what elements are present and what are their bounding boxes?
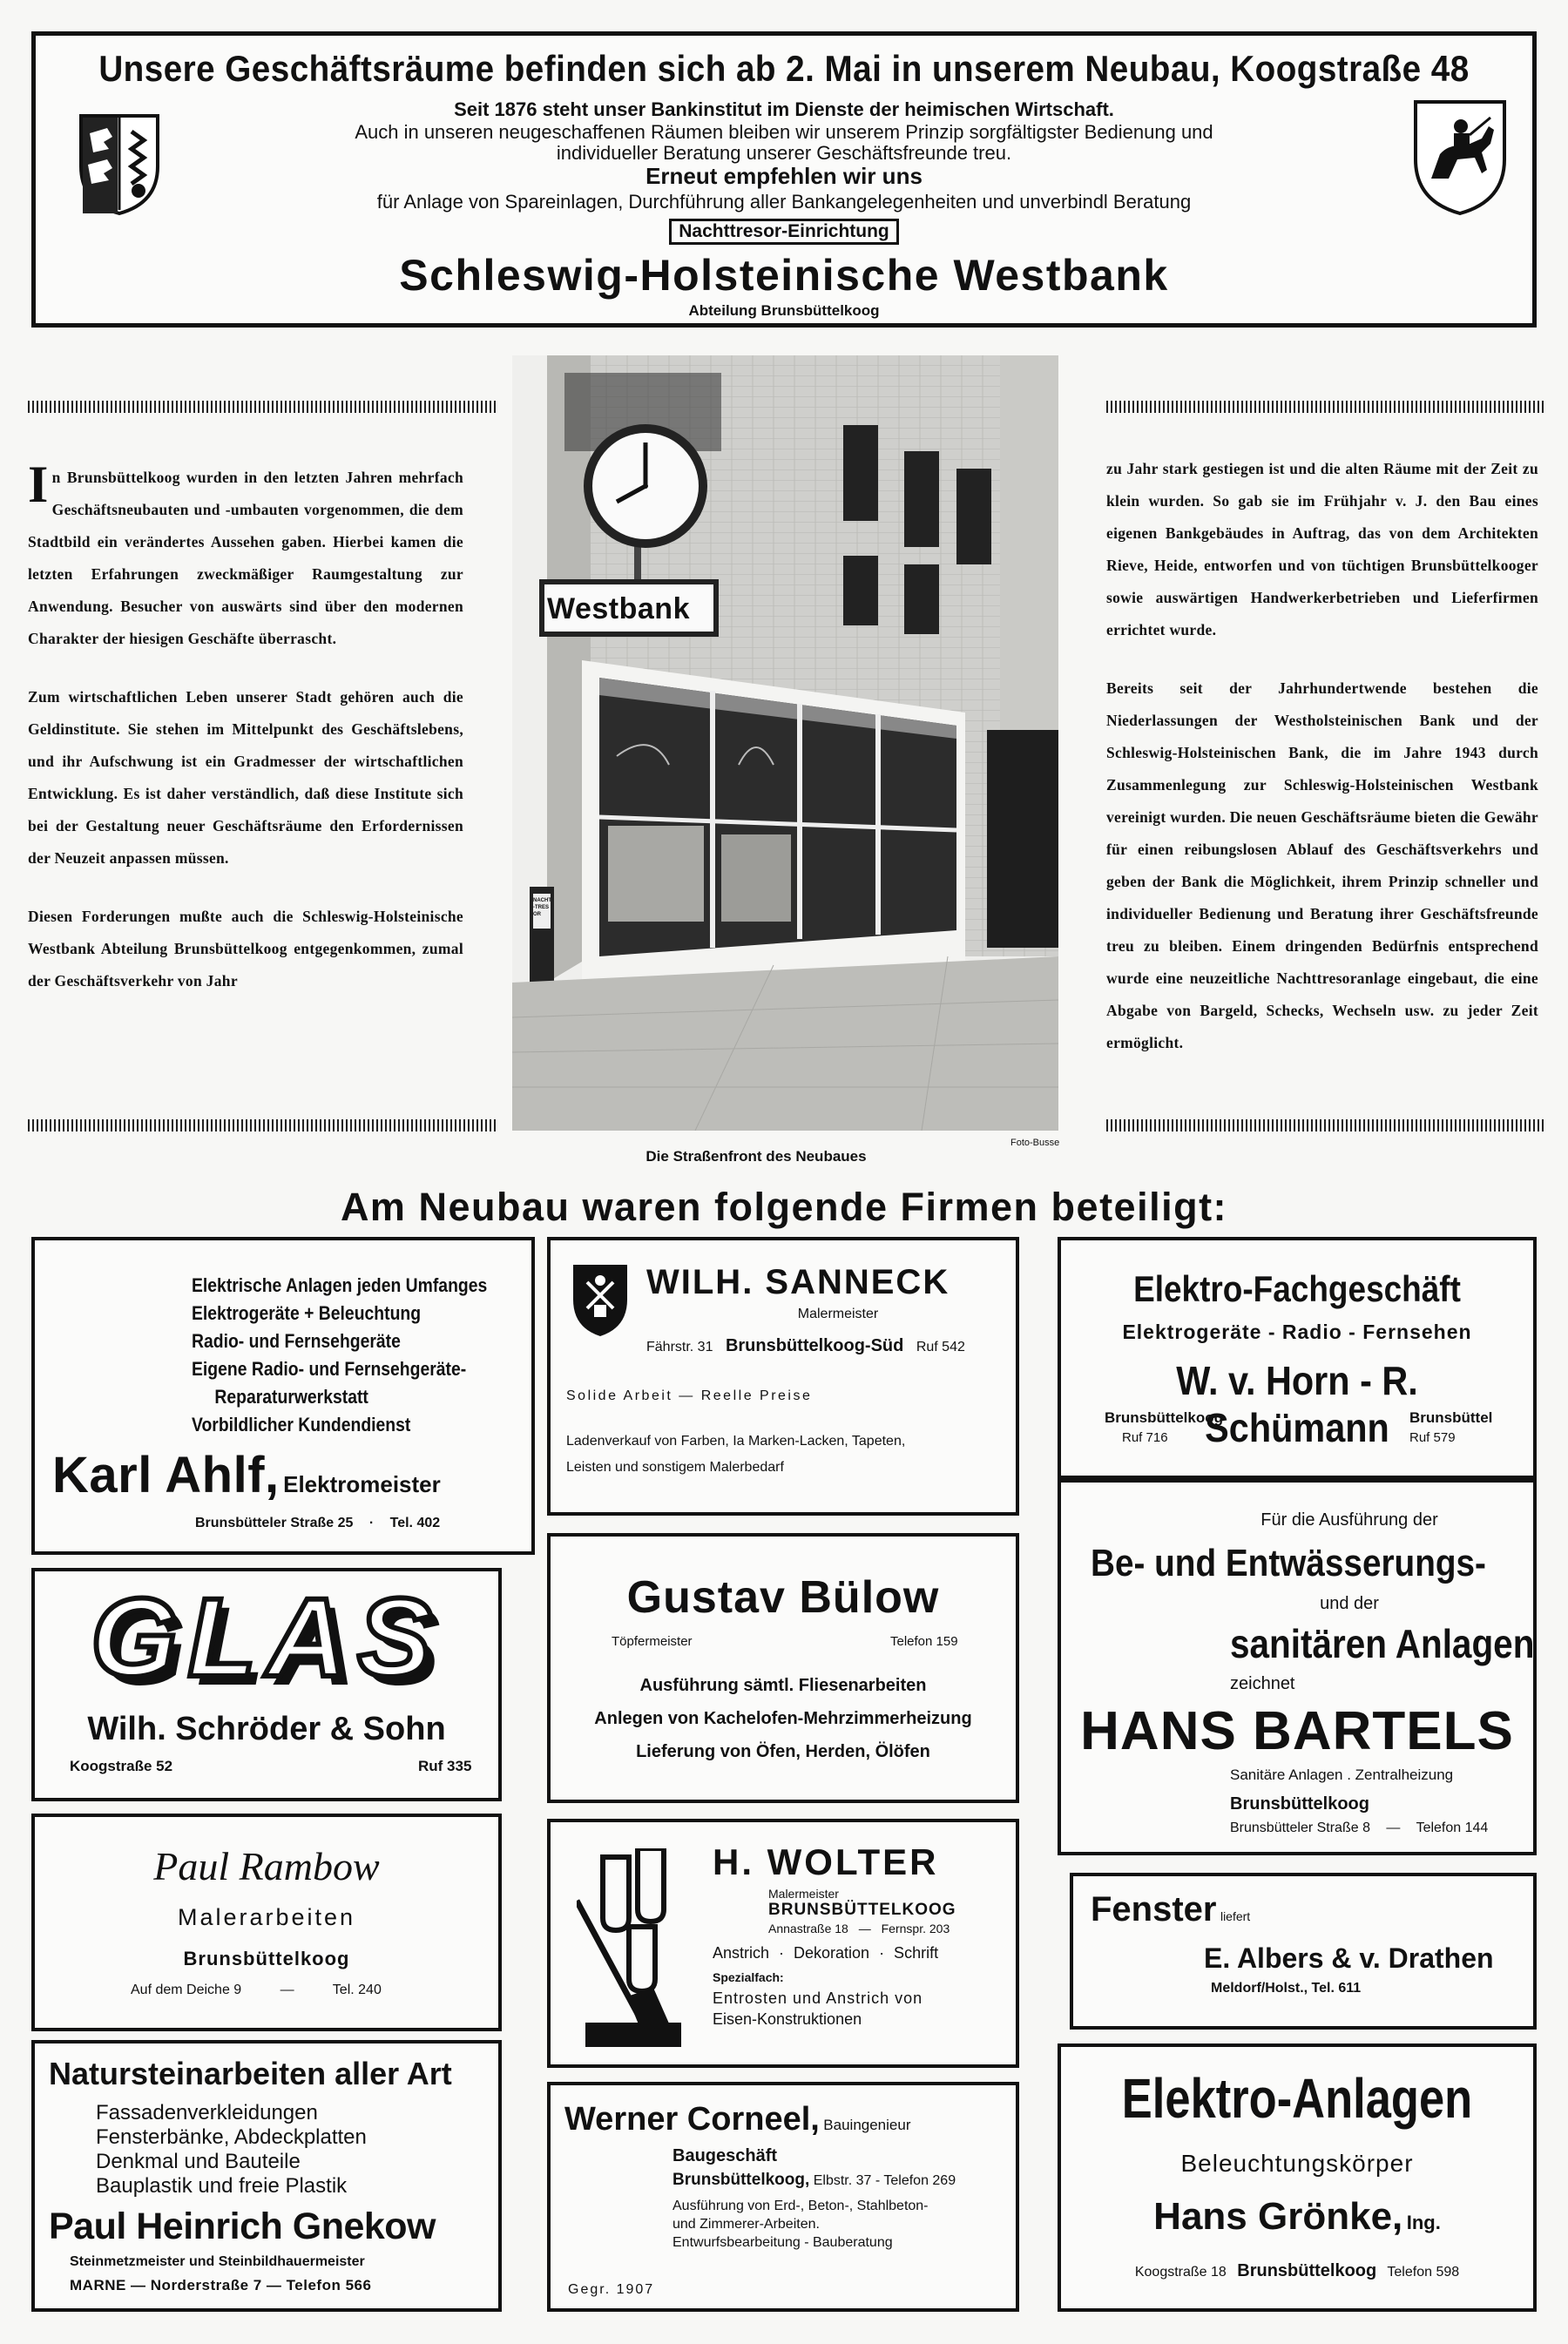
- section-title: Am Neubau waren folgende Firmen beteiligt:: [340, 1185, 1228, 1229]
- article-paragraph-1: In Brunsbüttelkoog wurden in den letzten Jahren mehrfach Geschäftsneubauten und -umbauten vorgenommen, die dem Stadtbild ein verändertes Aussehen gaben. Hierbei kamen die letzten Erfahrungen zweckmäßiger Raumgestaltung zur Anwendung. Besucher von auswärts sind über den modernen Charakter der hiesigen Geschäfte überrascht.: [28, 456, 463, 647]
- buelow-line-1: Ausführung sämtl. Fliesenarbeiten: [639, 1676, 927, 1695]
- wolter-name: H. WOLTER: [713, 1841, 939, 1882]
- groenke-phone: Telefon 598: [1387, 2265, 1460, 2280]
- horn-title: Elektro-Fachgeschäft: [1133, 1268, 1461, 1309]
- albers-small: liefert: [1220, 1909, 1251, 1923]
- hatch-rule-right-top: [1106, 401, 1546, 413]
- westbank-line1: Seit 1876 steht unser Bankinstitut im Dienste der heimischen Wirtschaft.: [454, 98, 1114, 120]
- corneel-title: Bauingenieur: [823, 2117, 911, 2133]
- ahlf-name: Karl Ahlf,: [52, 1447, 280, 1503]
- corneel-line-1: Ausführung von Erd-, Beton-, Stahlbeton-: [672, 2199, 929, 2213]
- gnekow-name: Paul Heinrich Gnekow: [49, 2206, 436, 2247]
- gnekow-line-4: Bauplastik und freie Plastik: [96, 2174, 348, 2198]
- ad-karl-ahlf: [31, 1237, 535, 1555]
- horn-city-2: Brunsbüttel: [1409, 1409, 1493, 1426]
- groenke-street: Koogstraße 18: [1134, 2265, 1227, 2280]
- hatch-rule-left-top: [28, 401, 498, 413]
- gnekow-title: Natursteinarbeiten aller Art: [49, 2056, 452, 2091]
- article-paragraph-4: zu Jahr stark gestiegen ist und die alten Räume mit der Zeit zu klein wurden. So gab sie im Frühjahr v. J. den Bau eines eigenen Bankgebäudes in Auftrag, das von dem Architekten Rieve, Heide, entworfen und von tüchtigen Brunsbüttelkooger sowie auswärtigen Handwerkerbetrieben und Lieferfirmen errichtet wurde.: [1106, 460, 1538, 638]
- buelow-name: Gustav Bülow: [626, 1572, 940, 1623]
- coat-of-arms-horse-icon: [1412, 98, 1508, 217]
- glas-big-letters: GLAS: [91, 1576, 443, 1700]
- albers-name: E. Albers & v. Drathen: [1204, 1942, 1494, 1974]
- bartels-line-4: sanitären Anlagen: [1230, 1621, 1535, 1666]
- corneel-addr: Elbstr. 37 - Telefon 269: [813, 2173, 956, 2188]
- wolter-special-1: Entrosten und Anstrich von: [713, 1989, 923, 2007]
- sanneck-street: Fährstr. 31: [646, 1340, 713, 1354]
- westbank-line3: individueller Beratung unserer Geschäftsfreunde treu.: [556, 142, 1012, 164]
- ad-albers-drathen: [1070, 1873, 1537, 2030]
- groenke-title: Elektro-Anlagen: [1121, 2067, 1473, 2130]
- ahlf-line-4: Eigene Radio- und Fernsehgeräte-: [192, 1358, 467, 1380]
- sanneck-desc-2: Leisten und sonstigem Malerbedarf: [566, 1460, 784, 1475]
- ad-paul-rambow: [31, 1814, 502, 2031]
- painter-brush-glasses-icon: [577, 1848, 690, 2049]
- rambow-street: Auf dem Deiche 9: [131, 1983, 242, 1997]
- bartels-phone: Telefon 144: [1416, 1820, 1489, 1835]
- hatch-rule-right-bottom: [1106, 1119, 1546, 1131]
- westbank-headline: Unsere Geschäftsräume befinden sich ab 2. Mai in unserem Neubau, Koogstraße 48: [98, 48, 1470, 89]
- groenke-name: Hans Grönke,: [1153, 2195, 1403, 2238]
- bank-department: Abteilung Brunsbüttelkoog: [688, 302, 880, 319]
- horn-ruf-2: Ruf 579: [1409, 1430, 1456, 1445]
- ad-glas-schroeder: [31, 1568, 502, 1801]
- bartels-line-1: Für die Ausführung der: [1260, 1510, 1438, 1530]
- bartels-name: HANS BARTELS: [1080, 1701, 1514, 1761]
- photo-credit: Foto-Busse: [1010, 1138, 1060, 1148]
- ad-werner-corneel: [547, 2082, 1019, 2312]
- wolter-street: Annastraße 18: [768, 1922, 848, 1935]
- gnekow-line-2: Fensterbänke, Abdeckplatten: [96, 2125, 367, 2149]
- article-paragraph-2: Zum wirtschaftlichen Leben unserer Stadt gehören auch die Geldinstitute. Sie stehen im Mittelpunkt des Geschäftslebens, und ihr Aufschwung ist ein Gradmesser der wirtschaftlichen Entwicklung. Es ist daher verständlich, daß diese Institute sich bei der Gestaltung neuer Geschäftsräume den Erfordernissen der Neuzeit anpassen müssen.: [28, 688, 463, 867]
- sanneck-city: Brunsbüttelkoog-Süd: [725, 1336, 904, 1355]
- ad-paul-heinrich-gnekow: [31, 2040, 502, 2312]
- albers-city: Meldorf/Holst., Tel. 611: [1211, 1981, 1362, 1996]
- ahlf-line-6: Vorbildlicher Kundendienst: [192, 1414, 411, 1435]
- ahlf-address: Brunsbütteler Straße 25: [195, 1516, 354, 1530]
- corneel-trade: Baugeschäft: [672, 2146, 778, 2165]
- wolter-phone: Fernspr. 203: [881, 1922, 950, 1935]
- bartels-dash: —: [1386, 1820, 1401, 1835]
- ahlf-title: Elektromeister: [283, 1471, 441, 1497]
- ahlf-line-5: Reparaturwerkstatt: [214, 1386, 368, 1408]
- horn-sub: Elektrogeräte - Radio - Fernsehen: [1122, 1321, 1472, 1343]
- sanneck-trade: Malermeister: [797, 1307, 879, 1321]
- rambow-name: Paul Rambow: [153, 1844, 380, 1888]
- groenke-city: Brunsbüttelkoog: [1237, 2261, 1377, 2280]
- article-paragraph-3: Diesen Forderungen mußte auch die Schleswig-Holsteinische Westbank Abteilung Brunsbüttelkoog entgegenkommen, zumal der Geschäftsverkehr von Jahr: [28, 908, 463, 990]
- corneel-since: Gegr. 1907: [568, 2282, 655, 2297]
- ahlf-line-2: Elektrogeräte + Beleuchtung: [192, 1302, 422, 1324]
- bartels-line-2: Be- und Entwässerungs-: [1091, 1542, 1486, 1584]
- ad-hans-bartels: [1058, 1479, 1537, 1855]
- albers-word: Fenster: [1091, 1890, 1217, 1929]
- painter-shield-icon: [570, 1261, 631, 1338]
- drop-cap-I: I: [28, 456, 49, 513]
- corneel-name: Werner Corneel,: [564, 2101, 820, 2138]
- groenke-suffix: Ing.: [1406, 2212, 1441, 2233]
- glas-phone: Ruf 335: [418, 1758, 472, 1774]
- ad-wilh-sanneck: [547, 1237, 1019, 1516]
- photo-nachttresor-label: NACHT-TRESOR: [533, 898, 551, 917]
- rambow-trade: Malerarbeiten: [177, 1904, 356, 1930]
- gnekow-addr: MARNE — Norderstraße 7 — Telefon 566: [70, 2277, 372, 2293]
- wolter-services: Anstrich · Dekoration · Schrift: [713, 1944, 939, 1962]
- bartels-street: Brunsbütteler Straße 8: [1230, 1820, 1370, 1835]
- rambow-city: Brunsbüttelkoog: [183, 1948, 350, 1969]
- coat-of-arms-left-icon: [78, 112, 161, 217]
- buelow-trade: Töpfermeister: [612, 1634, 693, 1649]
- hatch-rule-left-bottom: [28, 1119, 498, 1131]
- bartels-line-3: und der: [1320, 1594, 1379, 1613]
- gnekow-sub: Steinmetzmeister und Steinbildhauermeister: [70, 2254, 365, 2269]
- horn-names: W. v. Horn - R. Schümann: [1176, 1358, 1418, 1450]
- wolter-trade: Malermeister: [768, 1887, 839, 1901]
- glas-street: Koogstraße 52: [70, 1758, 173, 1774]
- sanneck-motto: Solide Arbeit — Reelle Preise: [566, 1388, 813, 1403]
- ad-gustav-buelow: [547, 1533, 1019, 1803]
- rambow-dash: —: [280, 1983, 294, 1997]
- wolter-city: BRUNSBÜTTELKOOG: [768, 1901, 956, 1919]
- sanneck-name: WILH. SANNECK: [646, 1263, 950, 1301]
- ahlf-line-1: Elektrische Anlagen jeden Umfanges: [192, 1274, 488, 1296]
- corneel-city: Brunsbüttelkoog,: [672, 2171, 810, 2189]
- wolter-dash: —: [858, 1922, 871, 1935]
- wolter-special: Spezialfach:: [713, 1970, 784, 1984]
- wolter-special-2: Eisen-Konstruktionen: [713, 2010, 862, 2028]
- ad-h-wolter: [547, 1819, 1019, 2068]
- bartels-line-6: Sanitäre Anlagen . Zentralheizung: [1230, 1766, 1454, 1783]
- photo-caption: Die Straßenfront des Neubaues: [645, 1148, 867, 1165]
- westbank-line4: Erneut empfehlen wir uns: [645, 163, 923, 189]
- westbank-ad: [31, 31, 1537, 328]
- ahlf-phone: Tel. 402: [389, 1516, 441, 1530]
- bartels-line-5: zeichnet: [1230, 1674, 1295, 1693]
- building-photo-drawing: [512, 355, 1058, 1131]
- horn-city-1: Brunsbüttelkoog: [1105, 1409, 1223, 1426]
- gnekow-line-1: Fassadenverkleidungen: [96, 2101, 318, 2124]
- ahlf-line-3: Radio- und Fernsehgeräte: [192, 1330, 401, 1352]
- bartels-city: Brunsbüttelkoog: [1230, 1794, 1369, 1814]
- buelow-line-2: Anlegen von Kachelofen-Mehrzimmerheizung: [594, 1709, 972, 1728]
- photo-sign-westbank: Westbank: [547, 592, 690, 625]
- rambow-phone: Tel. 240: [332, 1983, 382, 1997]
- corneel-line-2: und Zimmerer-Arbeiten.: [672, 2217, 820, 2232]
- article-column-left: [28, 456, 463, 1023]
- bank-name: Schleswig-Holsteinische Westbank: [399, 251, 1169, 300]
- sanneck-phone: Ruf 542: [916, 1340, 965, 1354]
- horn-ruf-1: Ruf 716: [1122, 1430, 1168, 1445]
- sanneck-desc-1: Ladenverkauf von Farben, Ia Marken-Lacken, Tapeten,: [566, 1434, 906, 1449]
- groenke-sub: Beleuchtungskörper: [1180, 2150, 1414, 2177]
- ad-horn-schuemann: [1058, 1237, 1537, 1479]
- gnekow-line-3: Denkmal und Bauteile: [96, 2150, 301, 2173]
- ahlf-sep: ·: [368, 1516, 375, 1530]
- westbank-line2: Auch in unseren neugeschaffenen Räumen bleiben wir unserem Prinzip sorgfältigster Bedienung und: [355, 121, 1213, 143]
- westbank-line5: für Anlage von Spareinlagen, Durchführung aller Bankangelegenheiten und unverbindl Beratung: [376, 191, 1192, 213]
- nachttresor-tag: Nachttresor-Einrichtung: [669, 219, 899, 245]
- article-column-right: [1106, 453, 1538, 1085]
- ad-hans-groenke: [1058, 2043, 1537, 2312]
- buelow-phone: Telefon 159: [890, 1634, 958, 1649]
- corneel-line-3: Entwurfsbearbeitung - Bauberatung: [672, 2235, 893, 2250]
- building-photo: [512, 355, 1058, 1131]
- buelow-line-3: Lieferung von Öfen, Herden, Ölöfen: [636, 1742, 930, 1761]
- article-paragraph-5: Bereits seit der Jahrhundertwende bestehen die Niederlassungen der Westholsteinischen Bank und der Schleswig-Holsteinischen Bank, die im Jahre 1943 durch Zusammenlegung zur Schleswig-Holsteinischen Westbank vereinigt wurden. Die neuen Geschäftsräume bieten die Gewähr für einen reibungslosen Ablauf des Geschäftsverkehrs und geben der Bank die Möglichkeit, ihrem Prinzip schneller und individueller Bedienung und Beratung ihrer Geschäftsfreunde treu zu bleiben. Einem dringenden Bedürfnis entsprechend wurde eine neuzeitliche Nachttresoranlage eingebaut, die eine Abgabe von Bargeld, Schecks, Wechseln usw. zu jeder Zeit ermöglicht.: [1106, 679, 1538, 1051]
- glas-name: Wilh. Schröder & Sohn: [87, 1711, 446, 1747]
